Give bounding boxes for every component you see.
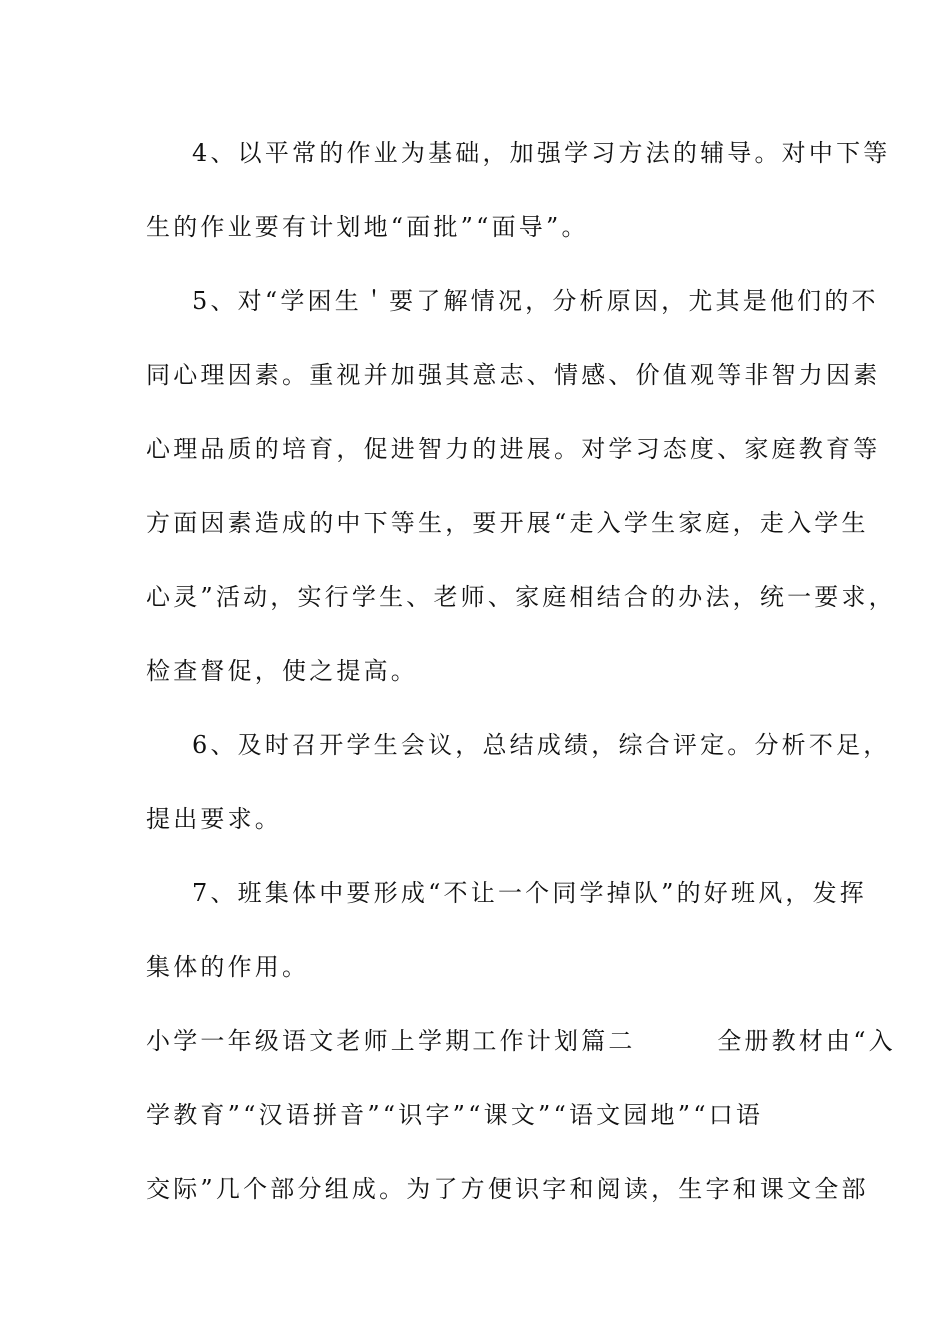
paragraph-5-line-2: 同心理因素。重视并加强其意志、情感、价值观等非智力因素 [146,361,881,389]
paragraph-6-line-1: 6、及时召开学生会议，总结成绩，综合评定。分析不足， [192,731,891,759]
paragraph-5-line-5: 心灵”活动，实行学生、老师、家庭相结合的办法，统一要求， [146,583,896,611]
paragraph-6-line-2: 提出要求。 [146,805,282,833]
paragraph-5-line-6: 检查督促，使之提高。 [146,657,418,685]
paragraph-7-line-2: 集体的作用。 [146,953,310,981]
paragraph-5-line-3: 心理品质的培育，促进智力的进展。对学习态度、家庭教育等 [146,435,881,463]
paragraph-4-line-1: 4、以平常的作业为基础，加强学习方法的辅导。对中下等 [192,139,891,167]
paragraph-7-line-1: 7、班集体中要形成“不让一个同学掉队”的好班风，发挥 [192,879,868,907]
paragraph-5-line-4: 方面因素造成的中下等生，要开展“走入学生家庭，走入学生 [146,509,869,537]
section-heading-line: 小学一年级语文老师上学期工作计划篇二 全册教材由“入 [146,1027,896,1055]
paragraph-8-line-3: 交际”几个部分组成。为了方便识字和阅读，生字和课文全部 [146,1175,869,1203]
paragraph-5-line-1: 5、对“学困生＇要了解情况，分析原因，尤其是他们的不 [192,287,879,315]
paragraph-8-line-2: 学教育”“汉语拼音”“识字”“课文”“语文园地”“口语 [146,1101,764,1129]
paragraph-4-line-2: 生的作业要有计划地“面批”“面导”。 [146,213,589,241]
